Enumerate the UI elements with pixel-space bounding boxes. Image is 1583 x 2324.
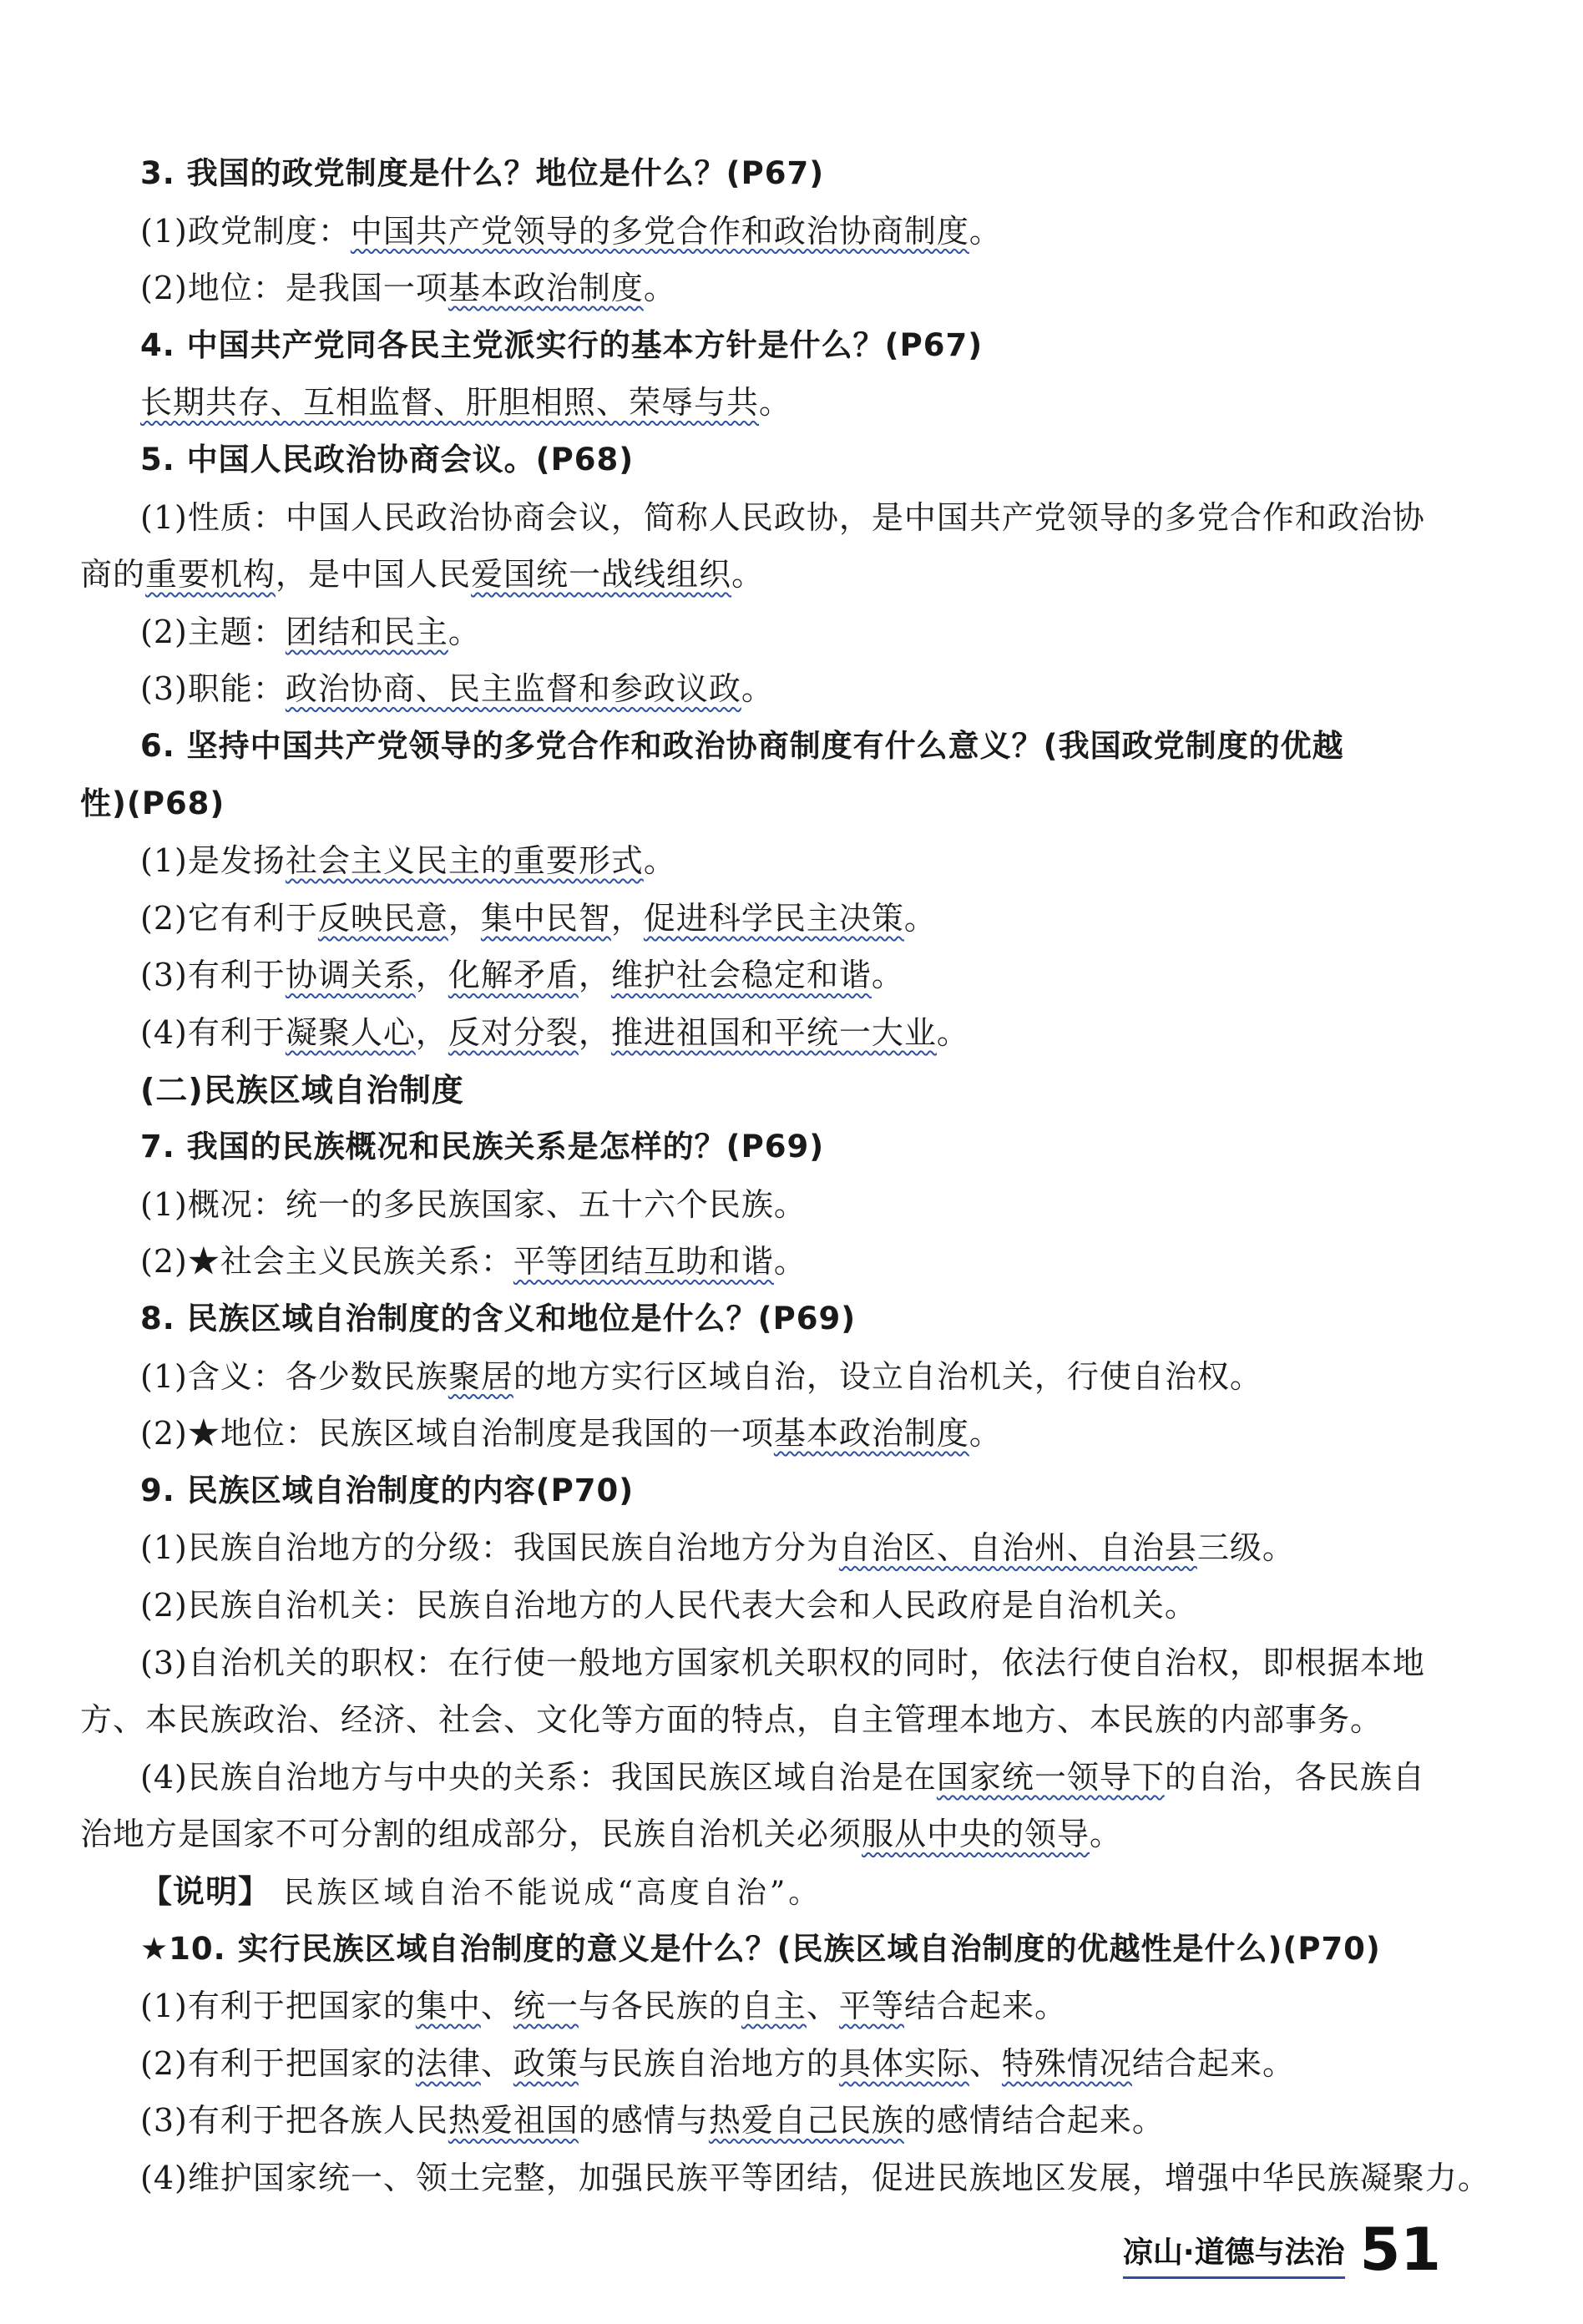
key-phrase: 热爱祖国 <box>448 2102 579 2140</box>
text-segment: 、 <box>480 1988 513 2025</box>
key-phrase: 法律 <box>415 2044 481 2082</box>
text-segment: 性)(P68) <box>80 785 225 821</box>
text-segment: 。 <box>936 1014 969 1051</box>
text-segment: 。 <box>871 957 904 994</box>
key-phrase: 基本政治制度 <box>448 270 644 307</box>
text-line <box>140 953 904 997</box>
text-line <box>80 1812 1122 1856</box>
text-segment: 商的 <box>80 556 146 594</box>
text-segment: 三级。 <box>1196 1529 1295 1567</box>
key-phrase: 爱国统一战线组织 <box>471 556 732 594</box>
text-segment: 的感情结合起来。 <box>903 2102 1165 2140</box>
text-segment: 与民族自治地方的 <box>578 2044 839 2082</box>
key-phrase: 集中 <box>415 1988 481 2025</box>
question-heading <box>140 438 634 482</box>
key-phrase: 平等团结互助和谐 <box>513 1243 774 1281</box>
text-segment: ， <box>578 957 611 994</box>
text-segment: (1)概况：统一的多民族国家、五十六个民族。 <box>140 1185 807 1223</box>
key-phrase: 凝聚人心 <box>285 1014 416 1051</box>
key-phrase: 特殊情况 <box>1001 2044 1132 2082</box>
text-line <box>140 210 1002 253</box>
key-phrase: 自主 <box>741 1988 807 2025</box>
text-segment: 结合起来。 <box>1131 2044 1295 2082</box>
key-phrase: 长期共存、互相监督、肝胆相照、荣辱与共 <box>140 384 760 422</box>
key-phrase: 聚居 <box>448 1357 513 1395</box>
question-heading <box>140 1297 856 1341</box>
question-heading <box>140 1125 824 1169</box>
key-phrase: 平等 <box>838 1988 904 2025</box>
text-segment: (二)民族区域自治制度 <box>140 1071 464 1109</box>
text-line <box>140 610 481 654</box>
key-phrase: 中国共产党领导的多党合作和政治协商制度 <box>350 212 969 250</box>
text-segment: 、 <box>806 1988 839 2025</box>
text-line <box>140 1355 1262 1398</box>
text-segment: (2)民族自治机关：民族自治地方的人民代表大会和人民政府是自治机关。 <box>140 1587 1197 1624</box>
text-segment: 。 <box>448 613 481 650</box>
text-segment: 的感情与 <box>578 2102 709 2140</box>
text-segment: (3)有利于 <box>140 957 286 994</box>
text-line <box>140 1240 807 1283</box>
text-line <box>140 1183 807 1226</box>
text-segment: 5. 中国人民政治协商会议。(P68) <box>140 442 635 477</box>
text-segment: 8. 民族区域自治制度的含义和地位是什么？(P69) <box>140 1301 857 1336</box>
text-line <box>140 2156 1490 2200</box>
question-heading <box>140 152 824 195</box>
text-segment: 。 <box>969 212 1002 250</box>
section-heading <box>140 1069 464 1112</box>
key-phrase: 自治区、自治州、自治县 <box>838 1529 1197 1567</box>
text-line <box>140 897 937 940</box>
text-segment: 4. 中国共产党同各民主党派实行的基本方针是什么？(P67) <box>140 326 984 363</box>
text-segment: 。 <box>643 270 676 307</box>
key-phrase: 热爱自己民族 <box>708 2102 904 2140</box>
text-segment: 与各民族的 <box>578 1988 741 2025</box>
text-segment: (2)有利于把国家的 <box>140 2044 416 2082</box>
page-number: 51 <box>1359 2215 1441 2284</box>
footer-book-title: 凉山·道德与法治 <box>1123 2229 1345 2279</box>
text-segment: ，是中国人民 <box>276 556 472 594</box>
text-segment: (2)它有利于 <box>140 899 318 937</box>
text-line <box>140 2042 1295 2085</box>
text-line <box>140 1641 1425 1685</box>
text-line <box>140 2099 1165 2142</box>
key-phrase: 统一 <box>513 1988 579 2025</box>
text-line <box>140 1412 1002 1455</box>
text-segment: 9. 民族区域自治制度的内容(P70) <box>140 1472 635 1508</box>
text-segment: 6. 坚持中国共产党领导的多党合作和政治协商制度有什么意义？(我国政党制度的优越 <box>140 728 1344 764</box>
text-segment: ， <box>448 899 481 937</box>
text-segment: 。 <box>643 842 676 880</box>
question-heading <box>140 1927 1381 1971</box>
text-line <box>140 1011 969 1054</box>
text-line <box>140 381 792 424</box>
text-segment: ★10. 实行民族区域自治制度的意义是什么？(民族区域自治制度的优越性是什么)(P70) <box>140 1930 1381 1967</box>
text-segment: (2)★社会主义民族关系： <box>140 1243 513 1281</box>
text-segment: (2)地位：是我国一项 <box>140 270 448 307</box>
text-segment: (3)有利于把各族人民 <box>140 2102 448 2140</box>
key-phrase: 反映民意 <box>317 899 448 937</box>
key-phrase: 政策 <box>513 2044 579 2082</box>
text-segment: 、 <box>969 2044 1002 2082</box>
text-segment: 7. 我国的民族概况和民族关系是怎样的？(P69) <box>140 1129 825 1165</box>
text-segment: (1)性质：中国人民政治协商会议，简称人民政协，是中国共产党领导的多党合作和政治协 <box>140 498 1425 536</box>
text-segment: 。 <box>773 1243 807 1281</box>
text-segment: (2)主题： <box>140 613 286 650</box>
text-segment: (3)自治机关的职权：在行使一般地方国家机关职权的同时，依法行使自治权，即根据本地 <box>140 1644 1425 1681</box>
key-phrase: 集中民智 <box>480 899 611 937</box>
key-phrase: 协调关系 <box>285 957 416 994</box>
text-segment: 方、本民族政治、经济、社会、文化等方面的特点，自主管理本地方、本民族的内部事务。 <box>80 1701 1383 1739</box>
key-phrase: 基本政治制度 <box>773 1415 969 1452</box>
text-segment: 。 <box>969 1415 1002 1452</box>
key-phrase: 推进祖国和平统一大业 <box>610 1014 937 1051</box>
text-line <box>140 1584 1197 1627</box>
text-line <box>140 1984 1067 2028</box>
text-segment: 。 <box>731 556 765 594</box>
text-line <box>140 667 774 710</box>
text-segment: (4)维护国家统一、领土完整，加强民族平等团结，促进民族地区发展，增强中华民族凝聚力。 <box>140 2160 1490 2196</box>
text-segment: (1)含义：各少数民族 <box>140 1357 448 1395</box>
text-segment: (3)职能： <box>140 670 286 708</box>
question-heading <box>140 1469 634 1513</box>
text-line <box>140 266 676 310</box>
text-segment: (4)民族自治地方与中央的关系：我国民族区域自治是在 <box>140 1758 937 1796</box>
text-segment: ， <box>578 1014 611 1051</box>
text-segment: 的地方实行区域自治，设立自治机关，行使自治权。 <box>513 1357 1262 1395</box>
key-phrase: 化解矛盾 <box>448 957 579 994</box>
key-phrase: 服从中央的领导 <box>862 1816 1090 1853</box>
text-segment: 。 <box>1090 1816 1123 1853</box>
text-segment: (1)民族自治地方的分级：我国民族自治地方分为 <box>140 1529 839 1567</box>
text-segment: 结合起来。 <box>903 1988 1067 2025</box>
question-heading <box>80 782 225 826</box>
text-segment: ， <box>415 1014 448 1051</box>
text-line <box>80 553 764 596</box>
text-line <box>140 839 676 882</box>
key-phrase: 社会主义民主的重要形式 <box>285 842 644 880</box>
text-segment: 民族区域自治不能说成“高度自治”。 <box>271 1876 822 1910</box>
question-heading <box>140 324 983 367</box>
key-phrase: 重要机构 <box>145 556 276 594</box>
key-phrase: 反对分裂 <box>448 1014 579 1051</box>
text-segment: 的自治，各民族自 <box>1164 1758 1425 1796</box>
text-segment: 3. 我国的政党制度是什么？地位是什么？(P67) <box>140 155 825 191</box>
key-phrase: 促进科学民主决策 <box>643 899 904 937</box>
key-phrase: 政治协商、民主监督和参政议政 <box>285 670 741 708</box>
text-segment: 、 <box>480 2044 513 2082</box>
text-segment: (1)是发扬 <box>140 842 286 880</box>
text-segment: 。 <box>741 670 774 708</box>
text-segment: (2)★地位：民族区域自治制度是我国的一项 <box>140 1415 774 1452</box>
key-phrase: 团结和民主 <box>285 613 448 650</box>
text-segment: (4)有利于 <box>140 1014 286 1051</box>
key-phrase: 具体实际 <box>838 2044 969 2082</box>
text-segment: (1)有利于把国家的 <box>140 1988 416 2025</box>
text-segment: 治地方是国家不可分割的组成部分，民族自治机关必须 <box>80 1816 862 1853</box>
text-segment: 【说明】 <box>140 1873 271 1910</box>
key-phrase: 国家统一领导下 <box>936 1758 1165 1796</box>
text-line <box>80 1698 1383 1741</box>
text-segment: 。 <box>903 899 937 937</box>
text-segment: ， <box>415 957 448 994</box>
text-line <box>140 496 1425 539</box>
text-segment: ， <box>610 899 644 937</box>
note-line <box>140 1870 822 1915</box>
text-segment: (1)政党制度： <box>140 212 351 250</box>
text-line <box>140 1756 1425 1799</box>
text-segment: 。 <box>759 384 792 422</box>
text-line <box>140 1526 1295 1569</box>
page-footer <box>1122 2215 1441 2284</box>
question-heading <box>140 725 1344 768</box>
key-phrase: 维护社会稳定和谐 <box>610 957 872 994</box>
